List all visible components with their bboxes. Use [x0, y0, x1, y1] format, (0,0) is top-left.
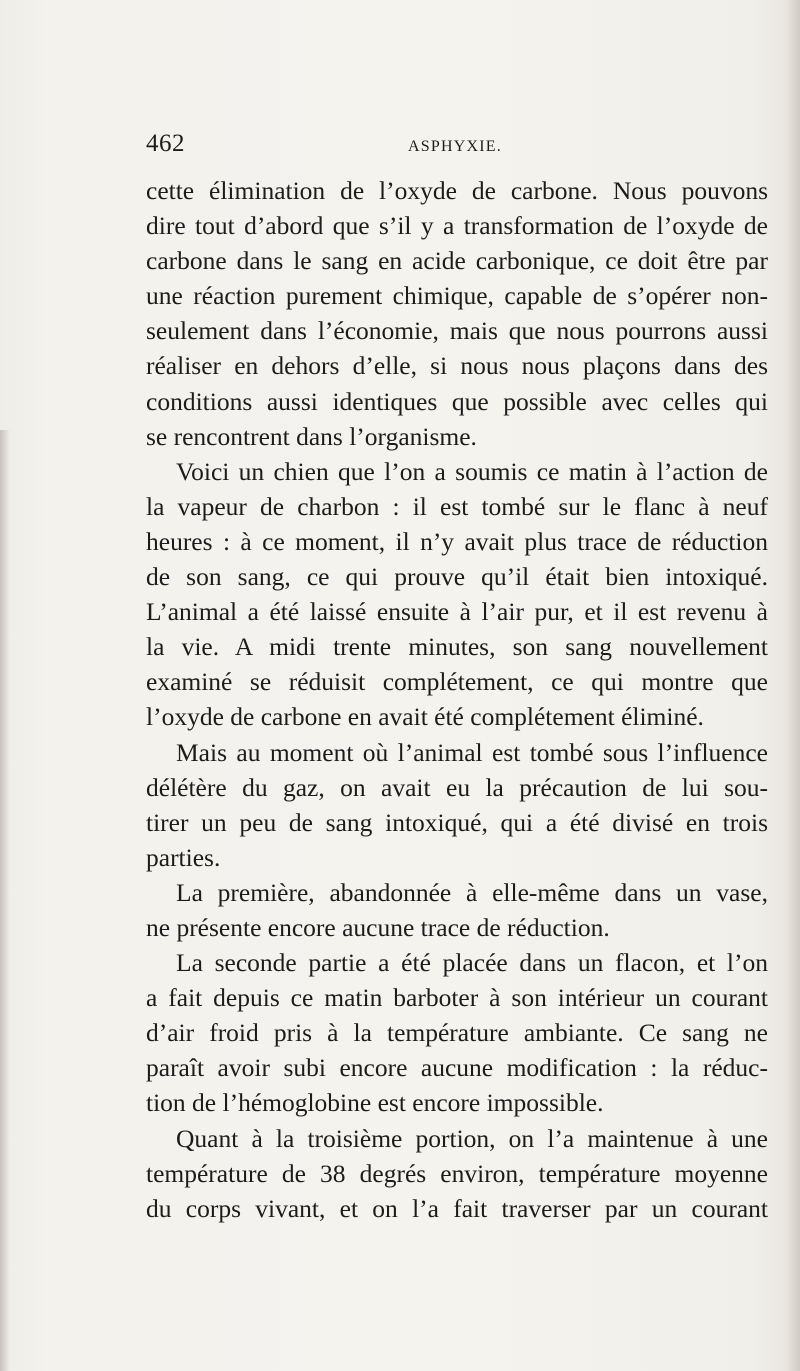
text-line: une réaction purement chimique, capable de s’opérer non- — [146, 281, 768, 311]
text-line: ne présente encore aucune trace de réduction. — [146, 912, 610, 942]
text-line: se rencontrent dans l’organisme. — [146, 421, 477, 451]
text-line: examiné se réduisit complétement, ce qui montre que — [146, 667, 768, 697]
text-line: réaliser en dehors d’elle, si nous nous plaçons dans des — [146, 351, 768, 381]
text-line: La première, abandonnée à elle-même dans un vase, — [176, 877, 768, 907]
text-line: paraît avoir subi encore aucune modification : la réduc- — [146, 1053, 768, 1083]
text-line: la vie. A midi trente minutes, son sang nouvellement — [146, 632, 768, 662]
text-line: Voici un chien que l’on a soumis ce matin à l’action de — [176, 456, 768, 486]
text-line: la vapeur de charbon : il est tombé sur le flanc à neuf — [146, 491, 768, 521]
text-line: du corps vivant, et on l’a fait traverser par un courant — [146, 1193, 768, 1223]
text-line: l’oxyde de carbone en avait été complétement éliminé. — [146, 702, 704, 732]
text-line: a fait depuis ce matin barboter à son intérieur un courant — [146, 983, 768, 1013]
text-line: seulement dans l’économie, mais que nous pourrons aussi — [146, 316, 768, 346]
text-line: heures : à ce moment, il n’y avait plus trace de réduction — [146, 526, 768, 556]
body-text — [146, 173, 768, 1226]
text-line: carbone dans le sang en acide carbonique, ce doit être par — [146, 246, 768, 276]
page-binding-shadow — [0, 430, 10, 1371]
text-line: température de 38 degrés environ, température moyenne — [146, 1158, 768, 1188]
text-line: tirer un peu de sang intoxiqué, qui a été divisé en trois — [146, 807, 768, 837]
text-line: Mais au moment où l’animal est tombé sous l’influence — [176, 737, 768, 767]
page-number: 462 — [146, 130, 185, 157]
text-line: dire tout d’abord que s’il y a transformation de l’oxyde de — [146, 211, 768, 241]
text-line: de son sang, ce qui prouve qu’il était bien intoxiqué. — [146, 562, 768, 592]
text-line: conditions aussi identiques que possible avec celles qui — [146, 386, 768, 416]
text-line: Quant à la troisième portion, on l’a maintenue à une — [176, 1123, 768, 1153]
text-line: tion de l’hémoglobine est encore impossible. — [146, 1088, 604, 1118]
running-title: ASPHYXIE. — [408, 138, 502, 155]
text-line: La seconde partie a été placée dans un flacon, et l’on — [176, 948, 768, 978]
text-line: L’animal a été laissé ensuite à l’air pur, et il est revenu à — [146, 597, 768, 627]
page-edge-shadow — [786, 0, 800, 1371]
text-line: délétère du gaz, on avait eu la précaution de lui sou- — [146, 772, 768, 802]
text-line: parties. — [146, 842, 221, 872]
page-header — [146, 130, 626, 162]
text-line: cette élimination de l’oxyde de carbone. Nous pouvons — [146, 176, 768, 205]
text-line: d’air froid pris à la température ambiante. Ce sang ne — [146, 1018, 768, 1048]
